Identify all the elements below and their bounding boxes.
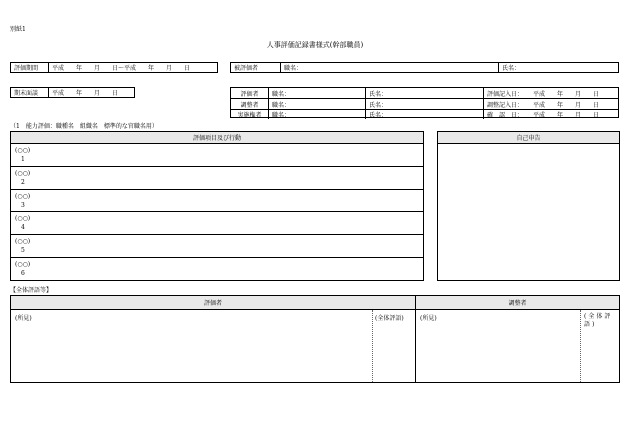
item-mark: (○○) <box>15 238 31 246</box>
adjuster-role: 調整者 <box>231 99 269 109</box>
evaluation-period-box <box>10 62 218 73</box>
item-mark: (○○) <box>15 169 31 177</box>
item-mark: (○○) <box>15 147 31 154</box>
evaluation-item[interactable] <box>11 258 423 280</box>
evaluation-items-table <box>10 131 424 281</box>
evaluator-opinion-label: (所見) <box>15 315 32 322</box>
ability-caption: （1 能力評価：職種名 組織名 標準的な官職名用） <box>10 123 158 130</box>
evaluator-row <box>231 88 618 99</box>
item-mark: (○○) <box>15 261 31 269</box>
appendix-label: 別紙1 <box>10 26 26 33</box>
item-mark: (○○) <box>15 215 31 223</box>
overall-table <box>10 295 620 383</box>
evaluation-item[interactable] <box>11 190 423 213</box>
evaluatee-post-field[interactable]: 職名： <box>281 63 499 72</box>
authority-name-field[interactable]: 氏名： <box>366 110 484 119</box>
authority-row <box>231 110 618 119</box>
evaluatee-label: 被評価者 <box>231 63 281 72</box>
page-title: 人事評価記録書様式(幹部職員) <box>266 41 364 49</box>
authority-post-field[interactable]: 職名： <box>269 110 366 119</box>
evaluation-item[interactable] <box>11 235 423 258</box>
adjuster-grade-label: (全体評語) <box>584 313 613 328</box>
evaluator-role: 評価者 <box>231 88 269 98</box>
adjuster-date-value: 平成 年 月 日 <box>533 101 600 109</box>
item-number: 6 <box>21 270 25 278</box>
evaluation-item[interactable] <box>11 167 423 190</box>
divider <box>580 310 581 382</box>
item-mark: (○○) <box>15 192 31 200</box>
evaluator-post-field[interactable]: 職名： <box>269 88 366 98</box>
evaluator-section-header: 評価者 <box>11 296 415 310</box>
evaluation-items-header: 評価項目及び行動 <box>11 132 423 144</box>
adjuster-date-label: 調整記入日： <box>487 101 524 109</box>
authority-date-field[interactable] <box>484 110 618 119</box>
evaluation-item[interactable] <box>11 144 423 167</box>
interview-label: 期末面談 <box>11 88 49 97</box>
item-number: 1 <box>21 156 25 163</box>
overall-caption: 【全体評語等】 <box>10 287 53 294</box>
adjuster-section-header: 調整者 <box>416 296 619 310</box>
evaluator-grade-label: (全体評語) <box>375 315 404 322</box>
divider <box>372 310 373 382</box>
evaluator-date-label: 評価記入日： <box>487 90 524 98</box>
interview-date-field[interactable]: 平成 年 月 日 <box>52 90 119 97</box>
adjuster-section <box>416 296 619 382</box>
authority-date-value: 平成 年 月 日 <box>533 112 600 119</box>
self-report-box[interactable] <box>437 131 620 281</box>
evaluation-item[interactable] <box>11 212 423 235</box>
item-number: 4 <box>21 224 25 232</box>
authority-role: 実施権者 <box>231 110 269 119</box>
authority-date-label: 確 認 日： <box>487 112 524 119</box>
evaluators-table <box>230 87 619 118</box>
evaluatee-name-field[interactable]: 氏名： <box>502 65 521 72</box>
evaluator-name-field[interactable]: 氏名： <box>366 88 484 98</box>
adjuster-row <box>231 99 618 110</box>
item-number: 2 <box>21 178 25 186</box>
item-number: 5 <box>21 247 25 255</box>
adjuster-name-field[interactable]: 氏名： <box>366 99 484 109</box>
item-number: 3 <box>21 201 25 209</box>
adjuster-post-field[interactable]: 職名： <box>269 99 366 109</box>
self-report-header: 自己申告 <box>438 132 619 144</box>
evaluator-date-value: 平成 年 月 日 <box>533 90 600 98</box>
evaluation-period-label: 評価期間 <box>11 63 49 72</box>
evaluation-period-field[interactable]: 平成 年 月 日〜平成 年 月 日 <box>52 65 191 72</box>
evaluator-date-field[interactable] <box>484 88 618 98</box>
evaluator-section <box>11 296 416 382</box>
evaluatee-box <box>230 62 619 73</box>
adjuster-opinion-label: (所見) <box>420 315 437 322</box>
interview-box <box>10 87 135 98</box>
adjuster-date-field[interactable] <box>484 99 618 109</box>
